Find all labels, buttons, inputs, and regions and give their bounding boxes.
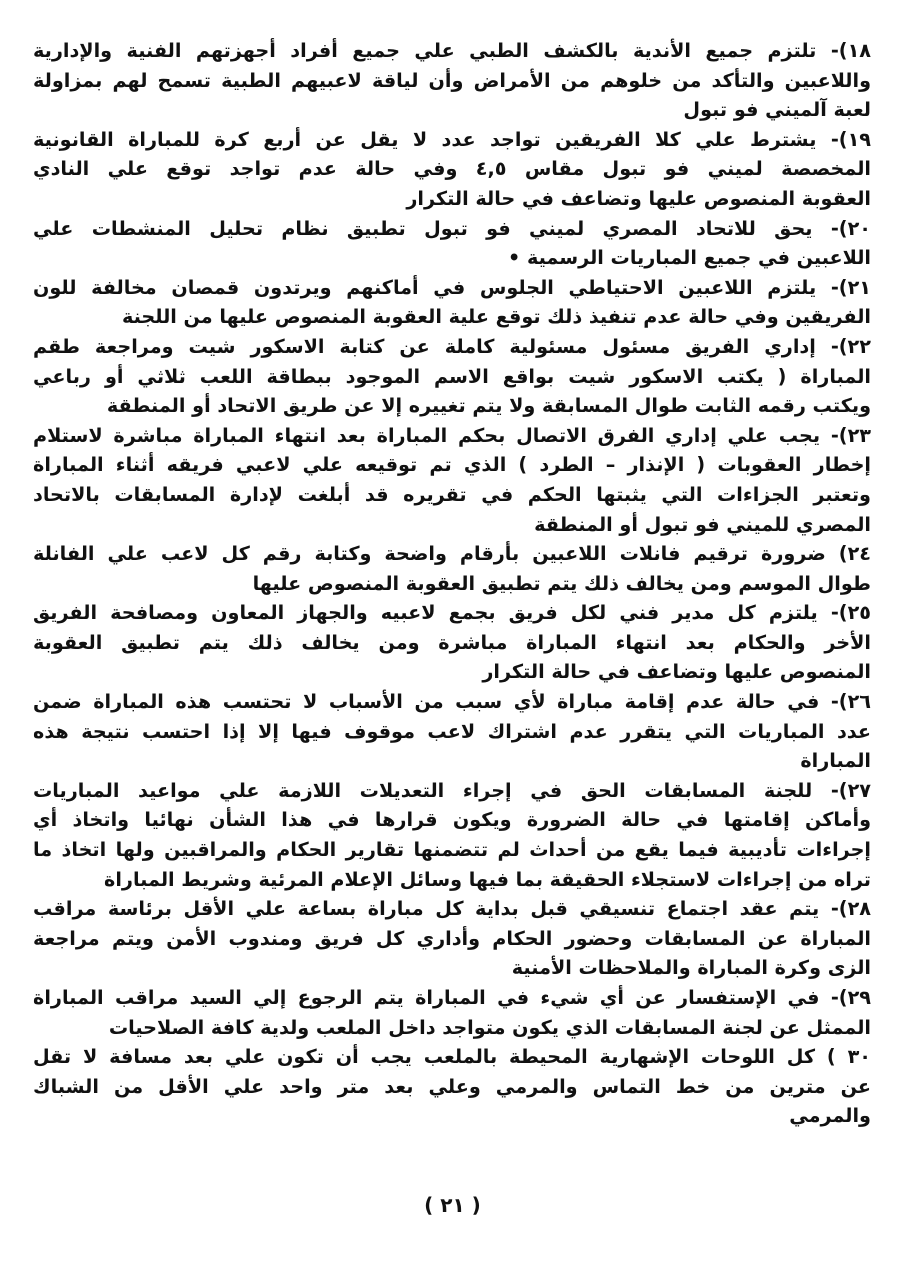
rule-text: اللاعبين في جميع المباريات الرسمية •	[508, 246, 871, 270]
rule-line	[33, 362, 871, 392]
rule-text: لعبة آلميني فو تبول	[683, 98, 871, 122]
rule-line	[33, 805, 871, 835]
rule-number: ٢٧)-	[830, 778, 871, 802]
rule-text: المباراة ( يكتب الاسكور شيت بواقع الاسم الموجود ببطاقة اللعب ثلاثي أو رباعي	[33, 364, 871, 388]
rule-item	[33, 125, 871, 214]
rule-text: عن مترين من خط التماس والمرمي وعلي بعد متر واحد علي الأقل من الشباك	[33, 1074, 871, 1098]
rule-text: إداري الفريق مسئول مسئولية كاملة عن كتابة الاسكور شيت ومراجعة طقم	[33, 334, 816, 358]
rule-item	[33, 539, 871, 598]
rule-item	[33, 687, 871, 776]
rule-line	[33, 717, 871, 747]
rule-text: تراه من إجراءات لاستجلاء الحقيقة بما فيها وسائل الإعلام المرئية وشريط المباراة	[104, 867, 871, 891]
rule-line	[33, 243, 871, 273]
rule-text: الأخر والحكام بعد انتهاء المباراة مباشرة ومن يخالف ذلك يتم تطبيق العقوبة	[33, 630, 871, 654]
rule-text: للجنة المسابقات الحق في إجراء التعديلات اللازمة علي مواعيد المباريات	[33, 778, 813, 802]
rule-number: ٢٢)-	[830, 334, 871, 358]
rule-number: ١٨)-	[830, 39, 872, 62]
rule-text: المباراة عن المسابقات وحضور الحكام وأداري كل فريق ومندوب الأمن ويتم مراجعة	[33, 926, 871, 950]
rule-line	[33, 66, 871, 96]
rule-line	[33, 95, 871, 125]
rule-text: ويكتب رقمه الثابت طوال المسابقة ولا يتم تغييره إلا عن طريق الاتحاد أو المنطقة	[106, 394, 871, 418]
rule-item	[33, 1042, 871, 1131]
rule-line	[33, 1042, 871, 1072]
rule-text: في حالة عدم إقامة مباراة لأي سبب من الأسباب لا تحتسب هذه المباراة ضمن	[33, 690, 820, 714]
rule-text: يشترط علي كلا الفريقين تواجد عدد لا يقل عن أربع كرة للمباراة القانونية	[33, 127, 817, 151]
rule-line	[33, 154, 871, 184]
rule-text: المباراة	[800, 749, 871, 773]
rule-line	[33, 1072, 871, 1102]
rule-line	[33, 332, 871, 362]
rule-line	[33, 983, 871, 1013]
rule-number: ٢٣)-	[830, 423, 872, 447]
rule-text: واللاعبين والتأكد من خلوهم من الأمراض وأن لياقة لاعبيهم الطبية تسمح لهم بمزاولة	[33, 68, 871, 92]
rule-item	[33, 894, 871, 983]
rule-item	[33, 983, 871, 1042]
rule-line	[33, 125, 871, 155]
rule-line	[33, 776, 871, 806]
rule-text: ضرورة ترقيم فانلات اللاعبين بأرقام واضحة وكتابة رقم كل لاعب علي الفانلة	[33, 542, 826, 566]
rule-text: في الإستفسار عن أي شيء في المباراة يتم الرجوع إلي السيد مراقب المباراة	[33, 986, 820, 1009]
rule-text: إجراءات تأديبية فيما يقع من أحداث لم تتضمنها تقارير الحكام والمراقبين ولها اتخاذ ما	[33, 838, 871, 862]
rule-text: طوال الموسم ومن يخالف ذلك يتم تطبيق العقوبة المنصوص عليها	[252, 571, 871, 595]
rule-line	[33, 687, 871, 717]
rule-line	[33, 421, 871, 451]
rule-number: ٢٥)-	[830, 601, 871, 625]
rule-line	[33, 480, 871, 510]
rule-text: المخصصة لميني فو تبول مقاس ٤,٥ وفي حالة عدم تواجد توقع علي النادي	[33, 157, 871, 181]
rule-line	[33, 924, 871, 954]
rule-number: ١٩)-	[830, 127, 871, 151]
rule-item	[33, 421, 871, 539]
rule-line	[33, 510, 871, 540]
rule-text: يحق للاتحاد المصري لميني فو تبول تطبيق نظام تحليل المنشطات علي	[33, 216, 813, 240]
document-body	[33, 36, 871, 1131]
rule-text: وأماكن إقامتها في حالة الضرورة ويكون قرارها في هذا الشأن نهائيا واتخاذ أي	[33, 808, 871, 832]
rule-line	[33, 184, 871, 214]
rule-text: يجب علي إداري الفرق الاتصال بحكم المباراة بعد انتهاء المباراة مباشرة لاستلام	[33, 423, 821, 447]
rule-line	[33, 1013, 871, 1043]
rule-line	[33, 214, 871, 244]
rule-item	[33, 598, 871, 687]
rule-line	[33, 302, 871, 332]
rule-line	[33, 746, 871, 776]
rule-item	[33, 273, 871, 332]
rule-text: العقوبة المنصوص عليها وتضاعف في حالة التكرار	[406, 186, 871, 210]
rule-text: الفريقين وفي حالة عدم تنفيذ ذلك توقع علية العقوبة المنصوص عليها من اللجنة	[121, 305, 871, 329]
rule-text: والمرمي	[789, 1104, 871, 1128]
rule-text: الزى وكرة المباراة والملاحظات الأمنية	[511, 956, 871, 980]
rule-line	[33, 1101, 871, 1131]
rule-line	[33, 539, 871, 569]
rule-line	[33, 894, 871, 924]
rule-text: الممثل عن لجنة المسابقات الذي يكون متواجد داخل الملعب ولدية كافة الصلاحيات	[108, 1015, 871, 1039]
rule-text: إخطار العقوبات ( الإنذار – الطرد ) الذي تم توقيعه علي لاعبي فريقه أثناء المباراة	[33, 453, 871, 477]
rule-number: ٢٩)-	[830, 986, 871, 1009]
rule-item	[33, 776, 871, 894]
rule-text: المصري للميني فو تبول أو المنطقة	[534, 512, 871, 536]
rule-number: ٣٠ )	[826, 1045, 871, 1069]
rule-line	[33, 628, 871, 658]
rule-line	[33, 953, 871, 983]
rule-text: وتعتبر الجزاءات التي يثبتها الحكم في تقريره قد أبلغت لإدارة المسابقات بالاتحاد	[33, 482, 871, 506]
rule-line	[33, 391, 871, 421]
rule-item	[33, 332, 871, 421]
rule-number: ٢٦)-	[830, 690, 872, 714]
rule-line	[33, 273, 871, 303]
rule-item	[33, 36, 871, 125]
rule-line	[33, 865, 871, 895]
rule-number: ٢٨)-	[830, 897, 871, 921]
rule-text: المنصوص عليها وتضاعف في حالة التكرار	[482, 660, 871, 684]
rule-text: يلتزم اللاعبين الاحتياطي الجلوس في أماكنهم ويرتدون قمصان مخالفة للون	[33, 275, 817, 299]
rule-line	[33, 657, 871, 687]
rule-line	[33, 835, 871, 865]
rule-text: تلتزم جميع الأندية بالكشف الطبي علي جميع أفراد أجهزتهم الفنية والإدارية	[33, 39, 817, 62]
rule-number: ٢١)-	[830, 275, 871, 299]
rule-line	[33, 569, 871, 599]
rule-text: عدد المباريات التي يتقرر عدم اشتراك لاعب موقوف فيها إلا إذا احتسب نتيجة هذه	[33, 719, 871, 743]
rule-text: يلتزم كل مدير فني لكل فريق بجمع لاعبيه والجهاز المعاون ومصافحة الفريق	[33, 601, 818, 625]
rule-line	[33, 450, 871, 480]
page-number: ( ٢١ )	[424, 1193, 481, 1217]
rule-number: ٢٤)	[838, 542, 871, 566]
rule-line	[33, 36, 871, 66]
rule-text: كل اللوحات الإشهارية المحيطة بالملعب يجب أن تكون علي بعد مسافة لا تقل	[33, 1045, 816, 1069]
rule-item	[33, 214, 871, 273]
rule-text: يتم عقد اجتماع تنسيقي قبل بداية كل مباراة بساعة علي الأقل برئاسة مراقب	[33, 897, 820, 921]
rule-line	[33, 598, 871, 628]
rule-number: ٢٠)-	[830, 216, 871, 240]
